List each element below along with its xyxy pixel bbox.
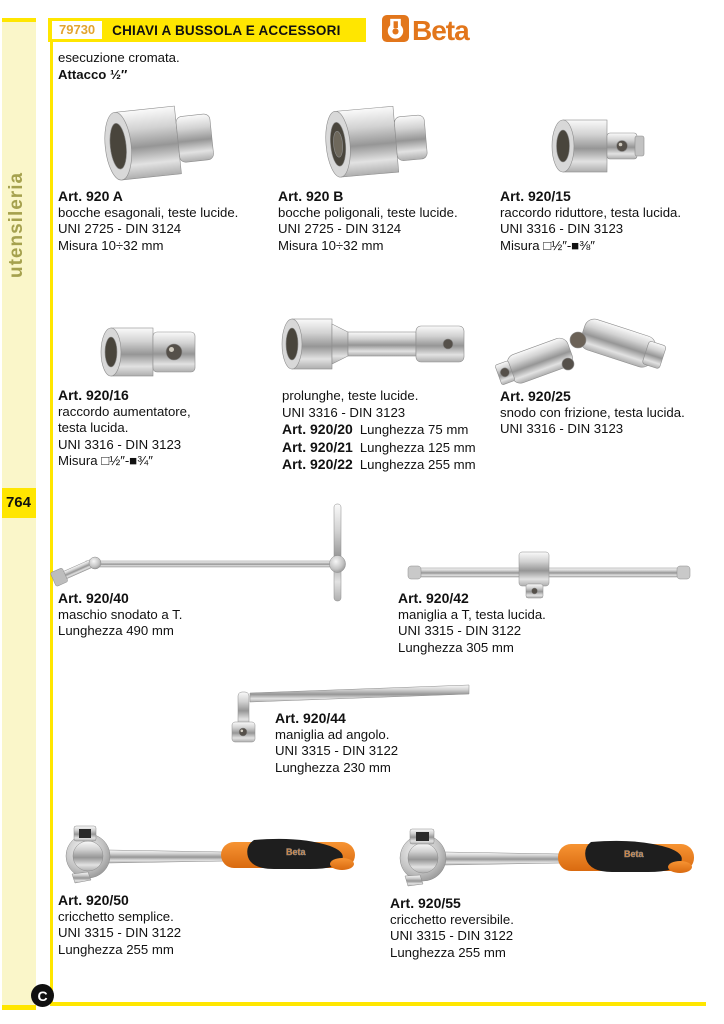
beta-logo-text: Beta: [412, 15, 469, 46]
product-art: Art. 920/16: [58, 387, 129, 403]
product-line: cricchetto reversibile.: [390, 911, 514, 927]
product-image-920-55: [392, 824, 700, 888]
product-line: snodo con frizione, testa lucida.: [500, 404, 685, 420]
product-line: Lunghezza 305 mm: [398, 639, 514, 655]
product-line: Misura 10÷32 mm: [58, 237, 164, 253]
product-line: UNI 3315 - DIN 3122: [398, 623, 522, 638]
product-card-920-44: [275, 710, 398, 776]
product-line: UNI 3315 - DIN 3122: [275, 743, 399, 758]
product-card-920-42: [398, 590, 546, 656]
product-line: UNI 3316 - DIN 3123: [282, 404, 406, 420]
beta-logo-icon: [382, 15, 409, 47]
product-image-920-25: [494, 306, 674, 391]
product-image-prolunghe: [276, 308, 471, 380]
product-art: Art. 920/42: [398, 590, 469, 606]
grip-brand-text: Beta: [286, 847, 306, 857]
product-line: UNI 2725 - DIN 3124: [278, 221, 402, 236]
product-card-920-15: [500, 188, 681, 254]
intro-line-1: esecuzione cromata.: [58, 50, 180, 65]
product-code-box: 79730: [52, 21, 102, 39]
product-line: Lunghezza 490 mm: [58, 623, 174, 638]
product-line: UNI 3316 - DIN 3123: [500, 421, 624, 436]
product-card-prolunghe: [282, 388, 476, 474]
product-line: Lunghezza 255 mm: [390, 944, 506, 960]
product-line: Lunghezza 230 mm: [275, 759, 391, 775]
product-art: Art. 920/40: [58, 590, 129, 606]
product-line: testa lucida.: [58, 420, 129, 435]
product-line: UNI 3316 - DIN 3123: [58, 436, 182, 452]
product-line: UNI 3315 - DIN 3122: [58, 925, 182, 940]
product-line: raccordo riduttore, testa lucida.: [500, 204, 682, 220]
c-logo-icon: C: [31, 984, 54, 1007]
product-art: Art. 920/25: [500, 388, 571, 404]
header-bar: [48, 18, 366, 42]
product-line: bocche poligonali, teste lucide.: [278, 204, 458, 220]
product-image-920a: [96, 96, 220, 188]
product-line: cricchetto semplice.: [58, 908, 174, 924]
sidebar-label: utensileria: [6, 171, 27, 279]
product-card-920-25: [500, 388, 685, 438]
content-bottom-rule: [50, 1002, 706, 1006]
product-card-920a: [58, 188, 238, 254]
product-line: maschio snodato a T.: [58, 606, 183, 622]
product-art: Art. 920/22: [282, 456, 353, 472]
product-line: UNI 2725 - DIN 3124: [58, 221, 182, 236]
product-line: Misura □½″-■¾″: [58, 453, 153, 468]
product-line: raccordo aumentatore,: [58, 403, 191, 419]
product-line: Art. 920/20 Lunghezza 75 mm: [282, 421, 469, 437]
product-art: Art. 920/50: [58, 892, 129, 908]
product-card-920-55: [390, 895, 514, 961]
product-image-920b: [318, 98, 432, 186]
intro-line-2: Attacco ½″: [58, 67, 128, 82]
product-art: Art. 920/15: [500, 188, 571, 204]
product-image-920-15: [543, 110, 655, 182]
product-line: bocche esagonali, teste lucide.: [58, 204, 239, 220]
product-line: maniglia a T, testa lucida.: [398, 606, 546, 622]
grip-brand-text: Beta: [624, 849, 644, 859]
product-card-920-40: [58, 590, 182, 640]
product-art: Art. 920/44: [275, 710, 346, 726]
product-line: prolunghe, teste lucide.: [282, 388, 419, 403]
product-line: UNI 3316 - DIN 3123: [500, 221, 624, 236]
product-card-920-50: [58, 892, 181, 958]
product-art: Art. 920/21: [282, 438, 353, 455]
product-art: Art. 920/20: [282, 421, 353, 437]
product-image-920-50: [58, 822, 363, 884]
product-line: Misura 10÷32 mm: [278, 237, 384, 253]
product-line: Lunghezza 255 mm: [58, 941, 174, 957]
product-line: Art. 920/21 Lunghezza 125 mm: [282, 438, 476, 455]
product-line: UNI 3315 - DIN 3122: [390, 928, 514, 943]
beta-logo: [382, 15, 469, 47]
product-image-920-40: [50, 502, 365, 604]
product-line: Misura □½″-■⅜″: [500, 237, 595, 253]
product-art: Art. 920 B: [278, 188, 344, 204]
intro-note: [58, 49, 180, 83]
product-art: Art. 920/55: [390, 895, 461, 911]
product-line: maniglia ad angolo.: [275, 726, 390, 742]
product-card-920b: [278, 188, 458, 254]
product-image-920-16: [95, 320, 207, 384]
page-number-badge: 764: [2, 488, 36, 518]
page-title: CHIAVI A BUSSOLA E ACCESSORI: [112, 22, 341, 38]
product-art: Art. 920 A: [58, 188, 123, 204]
product-line: Art. 920/22 Lunghezza 255 mm: [282, 456, 476, 472]
product-card-920-16: [58, 387, 191, 470]
